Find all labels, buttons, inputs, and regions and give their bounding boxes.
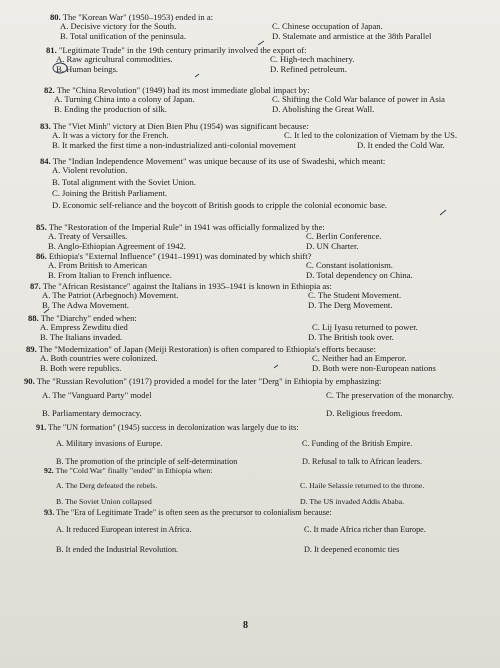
question-number: 88. xyxy=(28,313,39,323)
option-a: A. Both countries were colonized. xyxy=(40,353,158,364)
question-stem: The "Diarchy" ended when: xyxy=(40,313,137,323)
answer-tick-mark xyxy=(440,210,446,215)
option-b: B. Human beings. xyxy=(56,63,119,74)
option-a: A. The "Vanguard Party" model xyxy=(42,390,152,401)
option-d: D. Both were non-European nations xyxy=(312,362,436,373)
option-d: D. Religious freedom. xyxy=(326,408,403,419)
option-a: A. The Patriot (Arbegnoch) Movement. xyxy=(42,290,179,301)
option-d: D. Refined petroleum. xyxy=(270,63,347,74)
question-number: 82. xyxy=(44,85,55,95)
question-stem: The "Cold War" finally "ended" in Ethiopia when: xyxy=(55,466,213,475)
option-d: D. Refusal to talk to African leaders. xyxy=(302,457,423,467)
option-a: A. Empress Zewditu died xyxy=(40,322,128,333)
question-stem: Ethiopia's "External Influence" (1941–1991) was dominated by which shift? xyxy=(48,251,312,261)
option-c: C. Funding of the British Empire. xyxy=(302,439,413,449)
option-d: D. Stalemate and armistice at the 38th Parallel xyxy=(272,30,432,41)
question-stem: The "African Resistance" against the Italians in 1935–1941 is known in Ethiopia as: xyxy=(42,281,332,291)
option-c: C. Chinese occupation of Japan. xyxy=(272,21,383,32)
option-a: A. Turning China into a colony of Japan. xyxy=(54,94,195,105)
question-number: 91. xyxy=(36,423,47,432)
question-stem: The "China Revolution" (1949) had its most immediate global impact by: xyxy=(56,85,310,95)
option-b: B. From Italian to French influence. xyxy=(48,269,172,280)
answer-tick-mark xyxy=(195,74,199,77)
option-a: A. The Derg defeated the rebels. xyxy=(56,481,158,491)
option-c: C. It led to the colonization of Vietnam by the US. xyxy=(284,130,458,141)
question-number: 90. xyxy=(24,376,35,386)
question-number: 85. xyxy=(36,222,47,232)
option-d: D. UN Charter. xyxy=(306,240,359,251)
option-d: D. The Derg Movement. xyxy=(308,299,393,310)
question-stem: The "Indian Independence Movement" was unique because of its use of Swadeshi, which meant: xyxy=(52,156,386,166)
option-b: B. The Adwa Movement. xyxy=(42,299,129,310)
option-d: D. It deepened economic ties xyxy=(304,545,400,555)
question-stem: "Legitimate Trade" in the 19th century primarily involved the export of: xyxy=(58,45,307,55)
option-b: B. It marked the first time a non-industrialized anti-colonial movement xyxy=(52,139,296,150)
question-number: 83. xyxy=(40,121,51,131)
option-b: B. The Soviet Union collapsed xyxy=(56,497,152,507)
question-stem: The "Viet Minh" victory at Dien Bien Phu (1954) was significant because: xyxy=(52,121,309,131)
option-c: C. High-tech machinery. xyxy=(270,54,355,65)
option-a: A. Treaty of Versailles. xyxy=(48,231,128,242)
question-stem: The "UN formation" (1945) success in decolonization was largely due to its: xyxy=(48,423,299,432)
option-a: A. It reduced European interest in Africa. xyxy=(56,525,192,535)
option-a: A. From British to American xyxy=(48,260,148,271)
question-stem: The "Era of Legitimate Trade" is often seen as the precursor to colonialism because: xyxy=(56,508,332,517)
page-number: 8 xyxy=(243,620,248,631)
option-d: D. It ended the Cold War. xyxy=(357,139,445,150)
option-c: C. The Student Movement. xyxy=(308,290,402,301)
question-number: 86. xyxy=(36,251,47,261)
question-number: 89. xyxy=(26,344,37,354)
question-stem: The "Russian Revolution" (1917) provided a model for the later "Derg" in Ethiopia by emphasizing: xyxy=(36,376,382,386)
option-a: A. Violent revolution. xyxy=(52,165,128,176)
option-b: B. It ended the Industrial Revolution. xyxy=(56,545,179,555)
option-d: D. Abolishing the Great Wall. xyxy=(272,103,375,114)
option-a: A. It was a victory for the French. xyxy=(52,130,169,141)
question-number: 80. xyxy=(50,12,61,22)
option-a: A. Decisive victory for the South. xyxy=(60,21,177,32)
option-c: C. The preservation of the monarchy. xyxy=(326,390,454,401)
option-c: C. Joining the British Parliament. xyxy=(52,188,168,199)
option-c: C. Constant isolationism. xyxy=(306,260,393,271)
option-b: B. Total alignment with the Soviet Union. xyxy=(52,176,196,187)
option-d: D. Total dependency on China. xyxy=(306,269,413,280)
option-b: B. The promotion of the principle of self-determination xyxy=(56,457,238,467)
question-number: 84. xyxy=(40,156,51,166)
question-stem: The "Restoration of the Imperial Rule" in 1941 was officially formalized by the: xyxy=(48,222,325,232)
option-c: C. It made Africa richer than Europe. xyxy=(304,525,426,535)
option-c: C. Haile Selassie returned to the throne. xyxy=(300,481,425,491)
option-a: A. Raw agricultural commodities. xyxy=(56,54,173,65)
option-c: C. Lij Iyasu returned to power. xyxy=(312,322,418,333)
option-b: B. Parliamentary democracy. xyxy=(42,408,142,419)
option-b: B. Ending the production of silk. xyxy=(54,103,167,114)
option-d: D. The British took over. xyxy=(308,331,394,342)
option-b: B. Anglo-Ethiopian Agreement of 1942. xyxy=(48,240,186,251)
answer-tick-mark xyxy=(44,309,49,313)
question-number: 93. xyxy=(44,508,55,517)
option-a: A. Military invasions of Europe. xyxy=(56,439,163,449)
option-c: C. Berlin Conference. xyxy=(306,231,382,242)
answer-tick-mark xyxy=(258,41,264,45)
question-number: 92. xyxy=(44,466,54,475)
answer-tick-mark xyxy=(274,365,278,368)
question-stem: The "Korean War" (1950–1953) ended in a: xyxy=(62,12,214,22)
option-b: B. Total unification of the peninsula. xyxy=(60,30,186,41)
answer-circle-mark xyxy=(53,63,67,73)
question-stem: The "Modernization" of Japan (Meiji Restoration) is often compared to Ethiopia's efforts because: xyxy=(38,344,377,354)
option-d: D. Economic self-reliance and the boycott of British goods to cripple the colonial economic base. xyxy=(52,199,388,210)
option-b: B. Both were republics. xyxy=(40,362,122,373)
question-number: 87. xyxy=(30,281,41,291)
option-c: C. Neither had an Emperor. xyxy=(312,353,407,364)
option-c: C. Shifting the Cold War balance of power in Asia xyxy=(272,94,445,105)
option-b: B. The Italians invaded. xyxy=(40,331,123,342)
question-number: 81. xyxy=(46,45,57,55)
option-d: D. The US invaded Addis Ababa. xyxy=(300,497,405,507)
